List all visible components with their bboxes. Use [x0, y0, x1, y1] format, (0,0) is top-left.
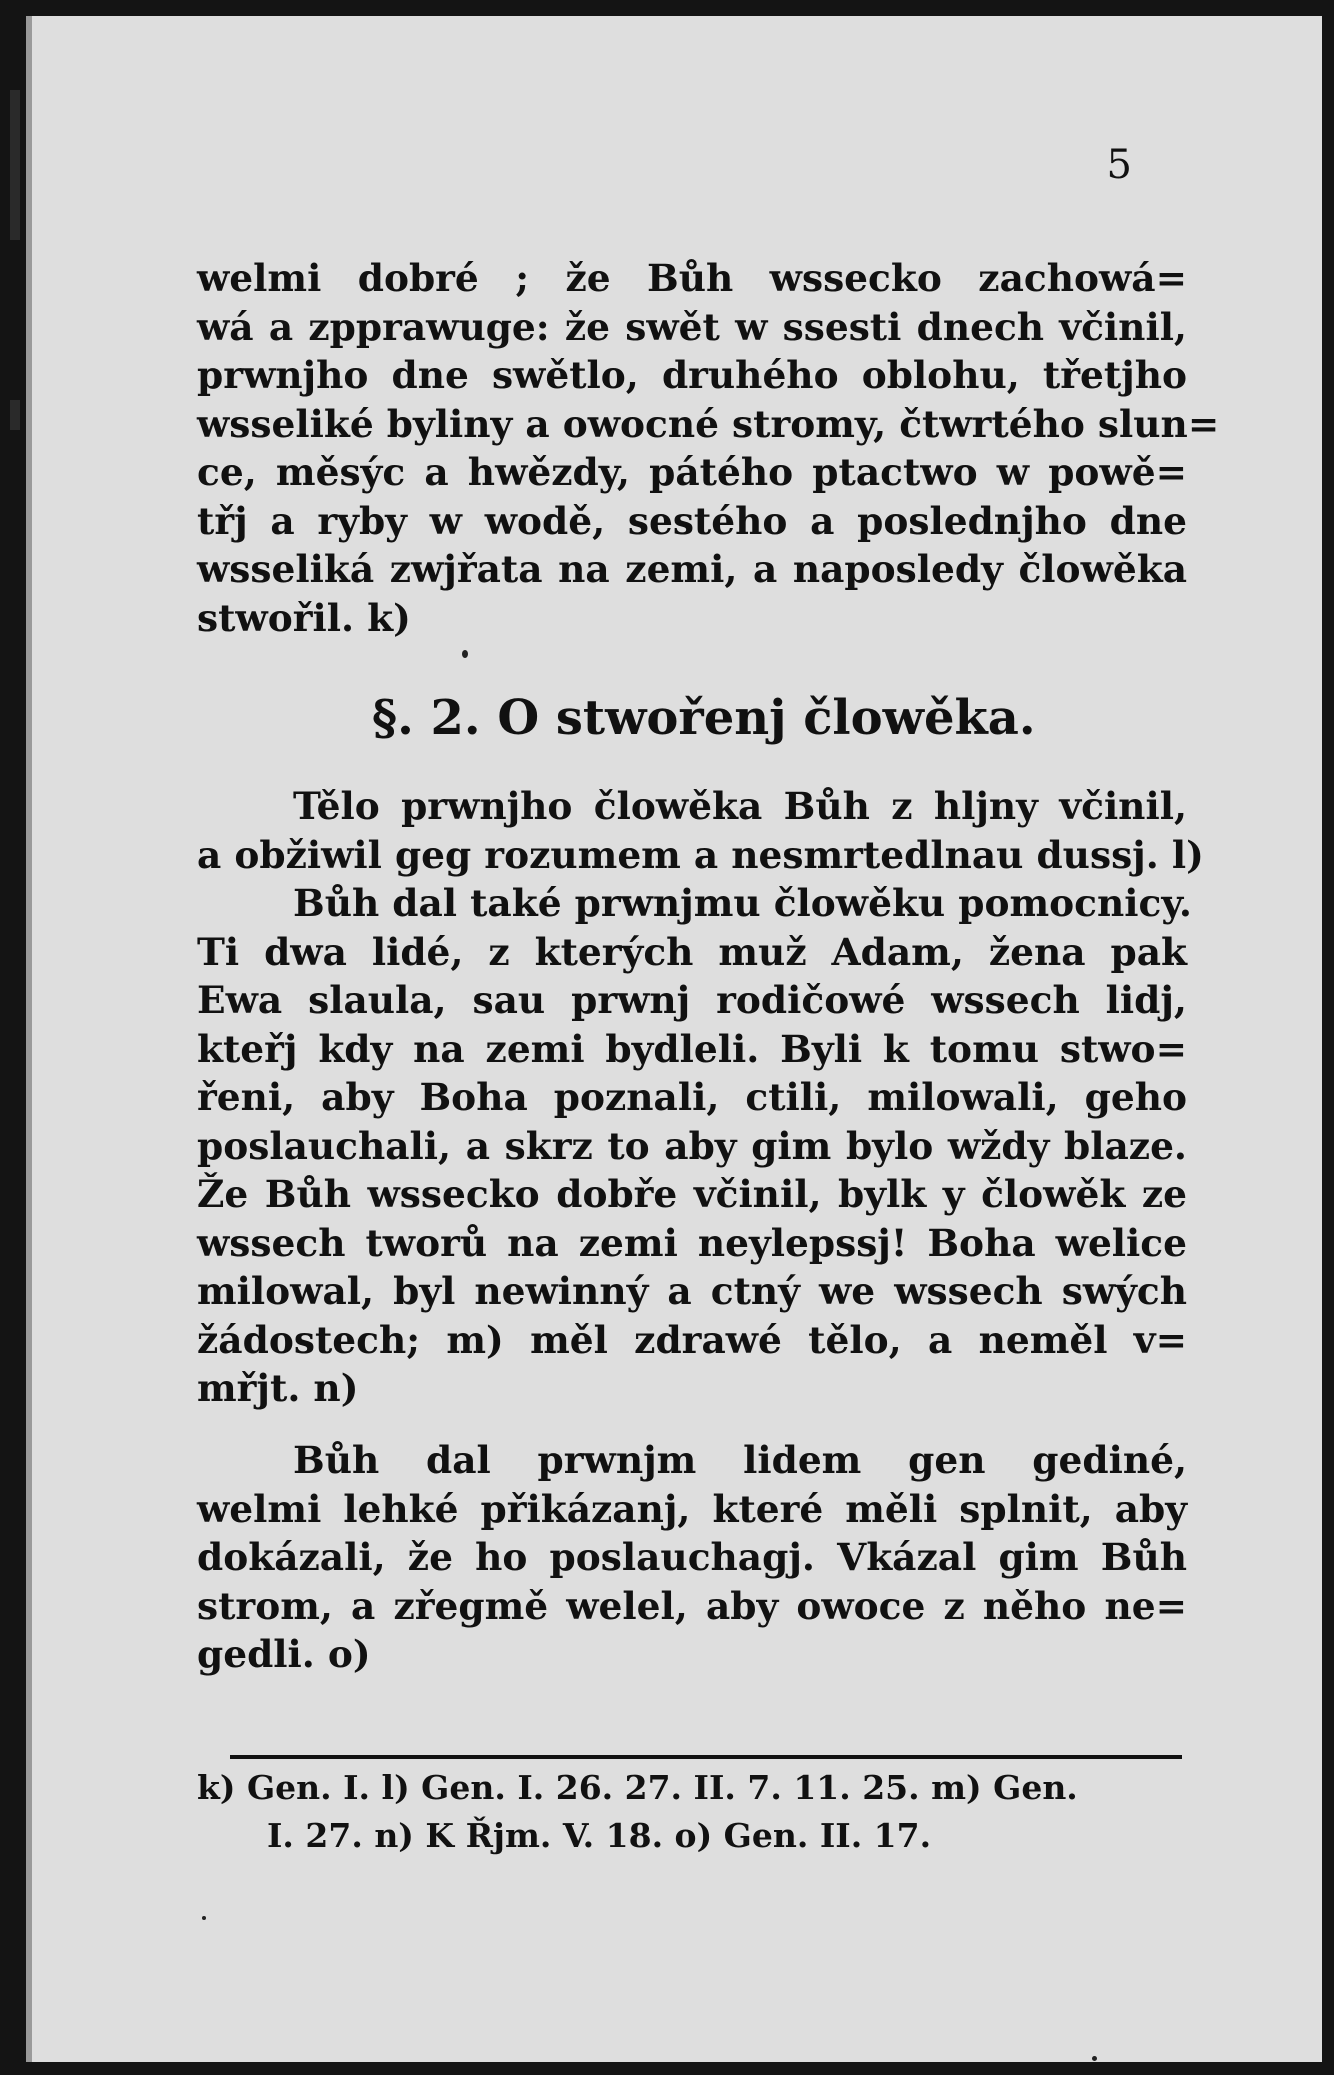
text-line: wsseliká zwjřata na zemi, a naposledy člowěka	[197, 547, 1187, 591]
paragraph-3	[197, 1436, 1187, 1679]
text-line: wssech tworů na zemi neylepssj! Boha welice	[197, 1220, 1187, 1265]
text-line: Ti dwa lidé, z kterých muž Adam, žena pak	[197, 929, 1187, 974]
ink-speck	[1092, 2056, 1097, 2061]
binding-edge-mark	[10, 90, 20, 240]
footnotes	[197, 1764, 1207, 1860]
ink-speck	[462, 650, 468, 658]
paragraph-2	[197, 782, 1204, 1413]
text-line: mřjt. n)	[197, 1366, 359, 1410]
text-line: kteřj kdy na zemi bydleli. Byli k tomu stwo=	[197, 1026, 1187, 1071]
text-line: Ewa slaula, sau prwnj rodičowé wssech lidj,	[197, 978, 1187, 1022]
text-line: ce, měsýc a hwězdy, pátého ptactwo w powě=	[197, 450, 1187, 494]
page-number: 5	[1106, 142, 1132, 188]
text-line: Tělo prwnjho člowěka Bůh z hljny včinil,	[293, 784, 1187, 828]
text-line: a obžiwil geg rozumem a nesmrtedlnau dussj. l)	[197, 832, 1204, 877]
text-line: třj a ryby w wodě, sestého a poslednjho dne	[197, 498, 1187, 543]
text-line: welmi lehké přikázanj, které měli splnit, aby	[197, 1486, 1187, 1531]
text-line: Bůh dal prwnjm lidem gen gediné,	[293, 1438, 1187, 1482]
text-line: prwnjho dne swětlo, druhého oblohu, třetjho	[197, 353, 1187, 397]
text-line: gedli. o)	[197, 1632, 371, 1676]
text-line: milowal, byl newinný a ctný we wssech swých	[197, 1269, 1187, 1313]
text-line: wsseliké byliny a owocné stromy, čtwrtého slun=	[197, 401, 1220, 446]
binding-edge-mark	[10, 400, 20, 430]
text-line: stwořil. k)	[197, 595, 411, 640]
footnote-divider	[230, 1755, 1182, 1759]
text-line: Že Bůh wssecko dobře včinil, bylk y člowěk ze	[197, 1172, 1187, 1216]
text-line: welmi dobré ; že Bůh wsseckо zachowá=	[197, 256, 1187, 300]
text-line: žádostech; m) měl zdrawé tělo, a neměl v=	[197, 1317, 1187, 1362]
book-page	[26, 16, 1322, 2062]
section-heading: §. 2. O stwořenj člowěka.	[372, 690, 1036, 746]
paragraph-1	[197, 254, 1220, 642]
footnote-line: k) Gen. I. l) Gen. I. 26. 27. II. 7. 11. 25. m) Gen.	[197, 1768, 1078, 1807]
ink-speck	[202, 1916, 206, 1920]
text-line: strom, a zřegmě welel, aby owoce z něho ne=	[197, 1583, 1187, 1628]
text-line: wá a zpprawuge: že swět w ssesti dnech včinil,	[197, 304, 1187, 349]
footnote-line: I. 27. n) K Řjm. V. 18. o) Gen. II. 17.	[267, 1816, 932, 1855]
text-line: dokázali, že ho poslauchagj. Vkázal gim Bůh	[197, 1535, 1187, 1579]
text-line: řeni, aby Boha poznali, ctili, milowali, geho	[197, 1075, 1187, 1119]
text-line: poslauchali, a skrz to aby gim bylo wždy blaze.	[197, 1123, 1187, 1168]
text-line: Bůh dal také prwnjmu člowěku pomocnicy.	[293, 881, 1192, 925]
